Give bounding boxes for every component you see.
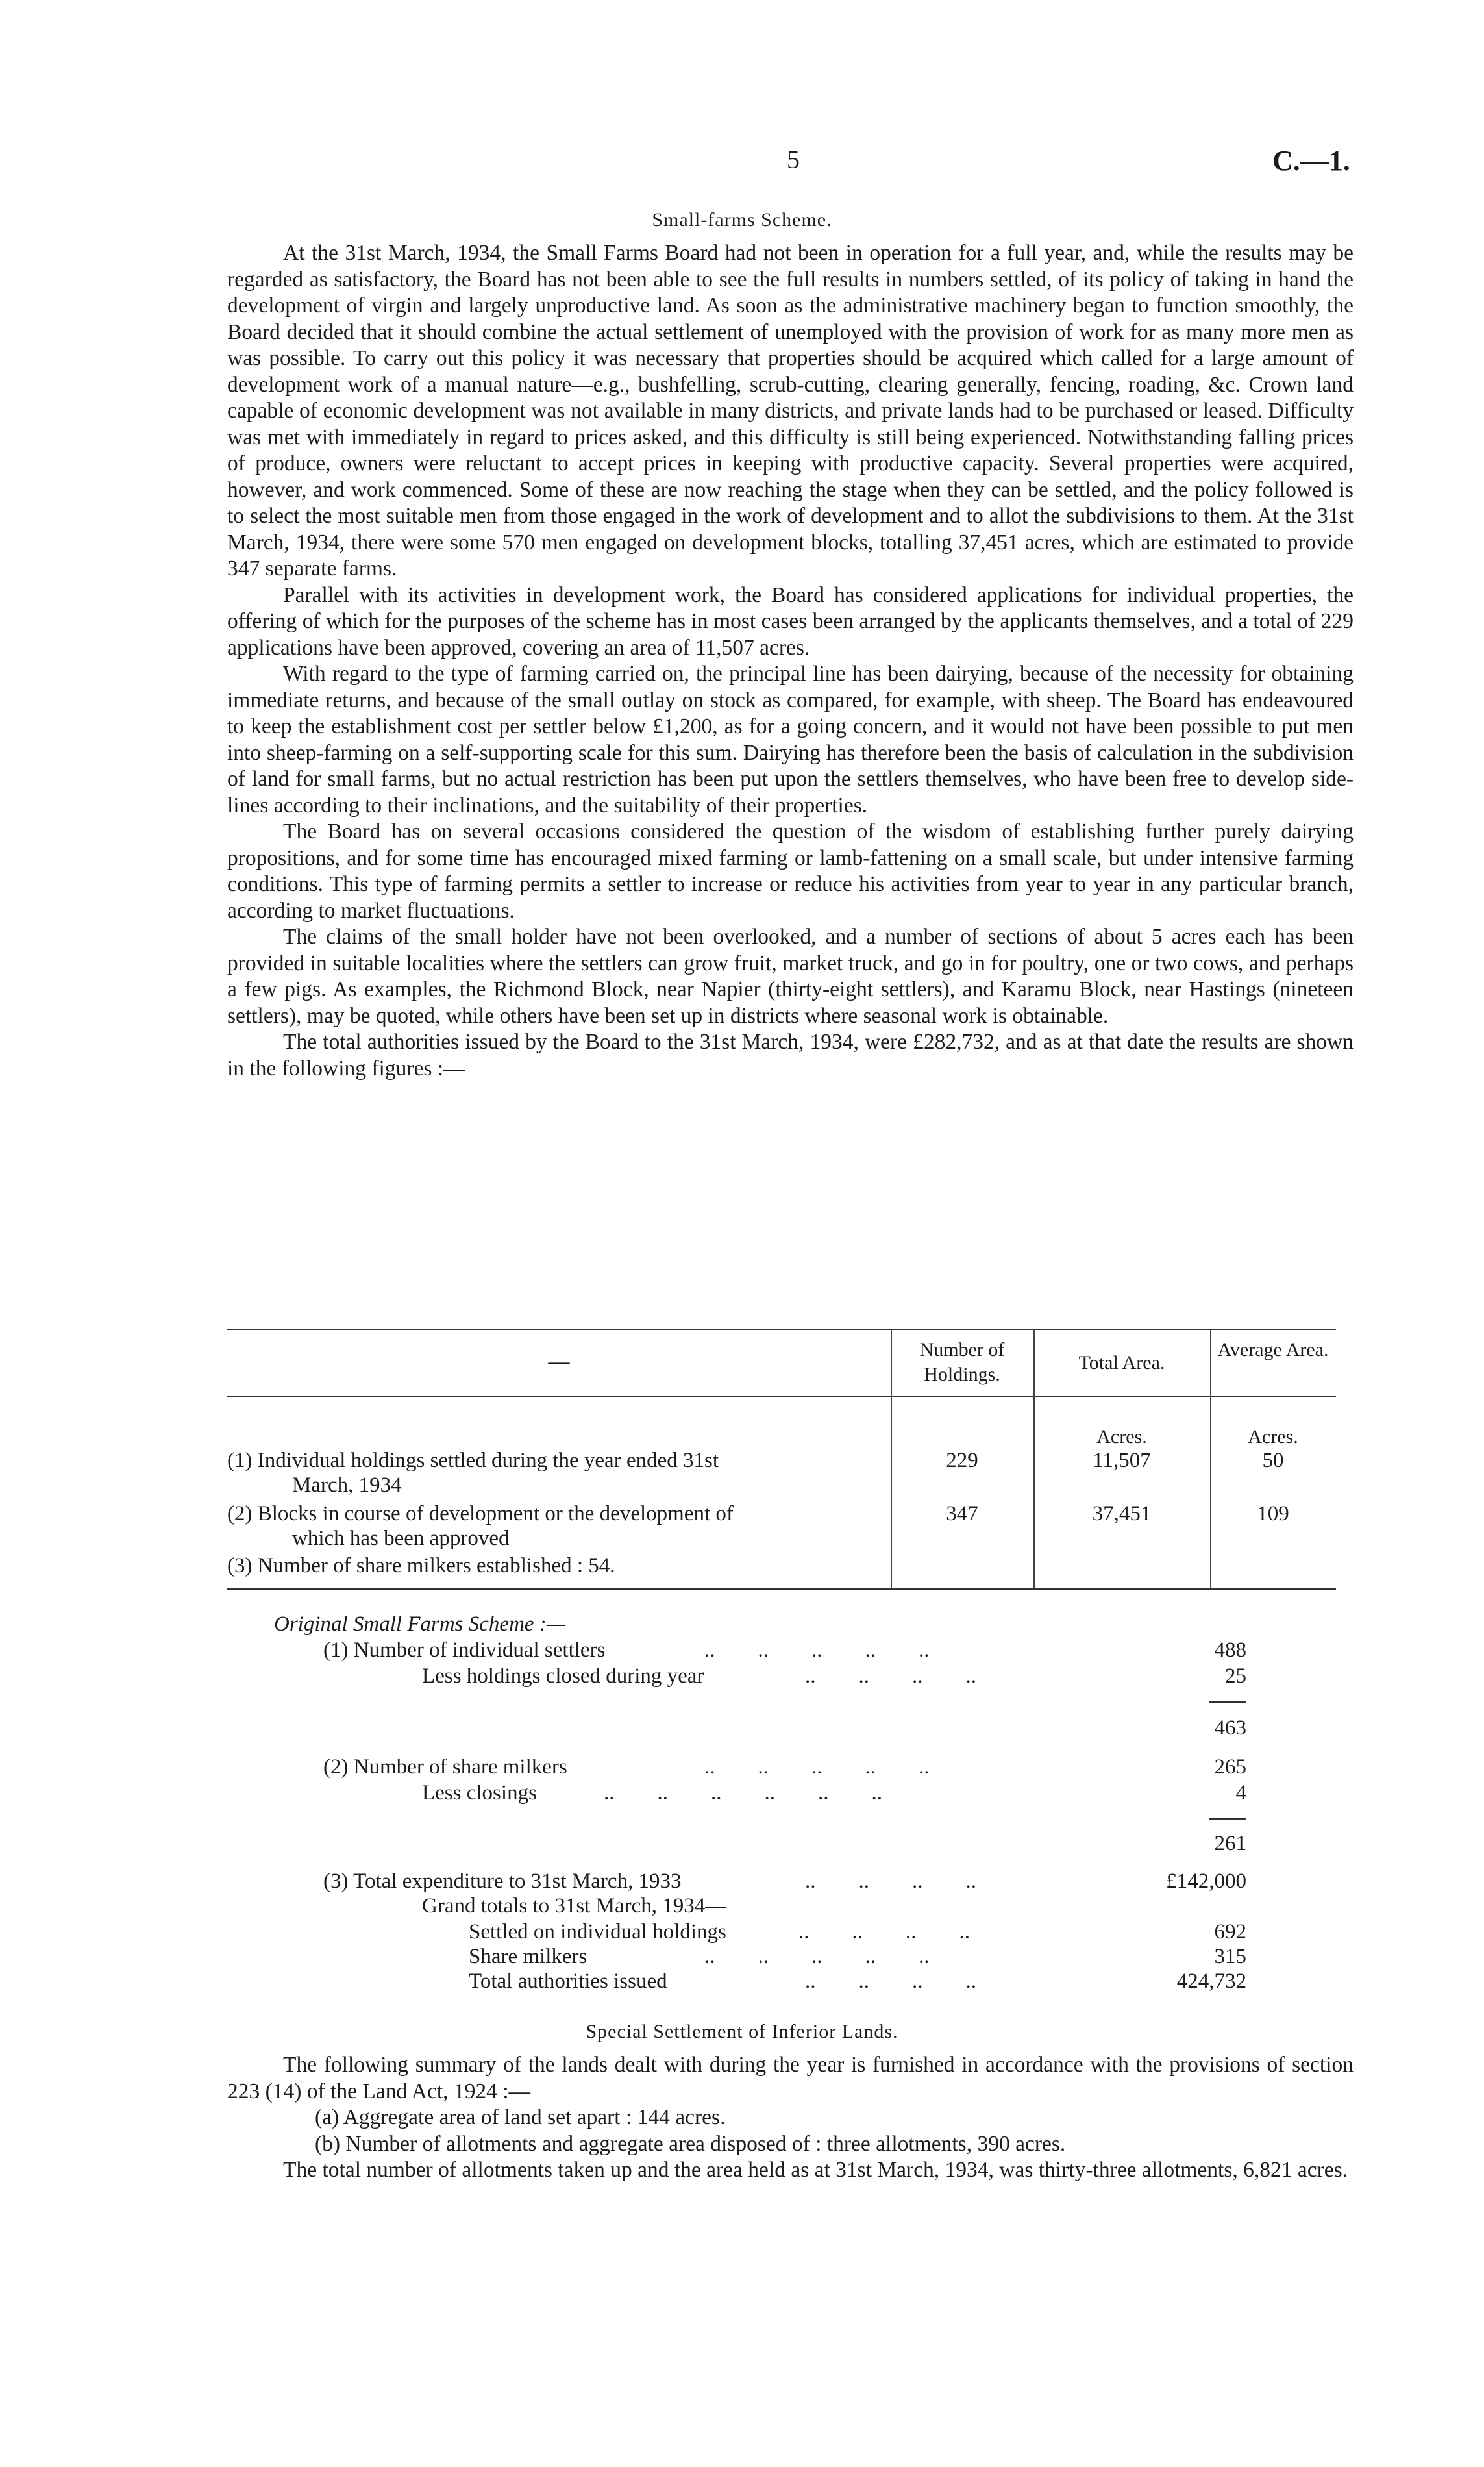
section-title-inferior-lands: Special Settlement of Inferior Lands. xyxy=(586,2021,898,2042)
section-body-small-farms xyxy=(227,240,1354,1082)
leader-dots: .. .. .. .. .. .. xyxy=(604,1781,882,1805)
authorities-label: Total authorities issued xyxy=(469,1970,667,1993)
table-top-rule xyxy=(227,1329,1336,1330)
table-row-2-area: 37,451 xyxy=(1092,1502,1152,1525)
leader-dots: .. .. .. .. xyxy=(798,1920,970,1944)
table-header-average: Average Area. xyxy=(1217,1339,1329,1360)
settlers-value: 488 xyxy=(1214,1638,1246,1662)
table-row-2-label: (2) Blocks in course of development or the development of xyxy=(227,1502,734,1525)
table-header-blank: — xyxy=(548,1350,570,1373)
paragraph-2: Parallel with its activities in development work, the Board has considered applications for individual properties, the offering of which for the purposes of the scheme has in most cases been arranged by the applicants themselves, and a total of 229 applications have been approved, covering an area of 11,507 acres. xyxy=(227,582,1354,660)
table-row-2-holdings: 347 xyxy=(946,1502,978,1525)
leader-dots: .. .. .. .. .. xyxy=(704,1638,930,1662)
share-milkers-value: 265 xyxy=(1214,1755,1246,1779)
table-row-1-label: (1) Individual holdings settled during the year ended 31st xyxy=(227,1449,719,1472)
table-row-2-average: 109 xyxy=(1257,1502,1289,1525)
leader-dots: .. .. .. .. xyxy=(805,1870,976,1893)
table-unit-average: Acres. xyxy=(1248,1426,1298,1447)
share-milkers-less-value: 4 xyxy=(1235,1781,1246,1805)
leader-dots: .. .. .. .. .. xyxy=(704,1755,930,1779)
inferior-item-b: (b) Number of allotments and aggregate area disposed of : three allotments, 390 acres. xyxy=(315,2131,1066,2156)
share-milkers-total-label: Share milkers xyxy=(469,1945,587,1968)
settlers-total: 463 xyxy=(1214,1716,1246,1740)
table-unit-area: Acres. xyxy=(1096,1426,1147,1447)
table-row-2-label-cont: which has been approved xyxy=(292,1527,510,1550)
share-milkers-grand-value: 315 xyxy=(1214,1945,1246,1968)
settlers-less-label: Less holdings closed during year xyxy=(422,1664,704,1688)
inferior-closing: The total number of allotments taken up and the area held as at 31st March, 1934, was thirty-three allotments, 6,821 acres. xyxy=(283,2158,1348,2182)
settled-holdings-label: Settled on individual holdings xyxy=(469,1920,726,1944)
share-milkers-label: (2) Number of share milkers xyxy=(323,1755,567,1779)
table-row-3-label: (3) Number of share milkers established : 54. xyxy=(227,1554,615,1577)
table-header-rule xyxy=(227,1396,1336,1397)
leader-dots: .. .. .. .. xyxy=(805,1970,976,1993)
settlers-less-value: 25 xyxy=(1225,1664,1246,1688)
leader-dots: .. .. .. .. .. xyxy=(704,1945,930,1968)
original-heading: Original Small Farms Scheme :— xyxy=(274,1612,566,1636)
document-reference: C.—1. xyxy=(1272,145,1350,177)
inferior-intro: The following summary of the lands dealt with during the year is furnished in accordance with the provisions of section 223 (14) of the Land Act, 1924 :— xyxy=(227,2053,1354,2103)
section-title-small-farms: Small-farms Scheme. xyxy=(652,209,832,231)
sum-rule xyxy=(1209,1818,1246,1820)
leader-dots: .. .. .. .. xyxy=(805,1664,976,1688)
expenditure-value: £142,000 xyxy=(1166,1870,1246,1893)
expenditure-label: (3) Total expenditure to 31st March, 1933 xyxy=(323,1870,682,1893)
paragraph-1: At the 31st March, 1934, the Small Farms Board had not been in operation for a full year, and, while the results may be regarded as satisfactory, the Board has not been able to see the full results in numbers settled, of its policy of taking in hand the development of virgin and largely unproductive land. As soon as the administrative machinery began to function smoothly, the Board decided that it should combine the actual settlement of unemployed with the provision of work for as many more men as was possible. To carry out this policy it was necessary that properties should be acquired which called for a large amount of development work of a manual nature—e.g., bushfelling, scrub-cutting, clearing generally, fencing, roading, &c. Crown land capable of economic development was not available in many districts, and private lands had to be purchased or leased. Difficulty was met with immediately in regard to prices asked, and this difficulty is still being experienced. Notwithstanding falling prices of produce, owners were reluctant to accept prices in keeping with productive capacity. Several properties were acquired, however, and work commenced. Some of these are now reaching the stage when they can be settled, and the policy followed is to select the most suitable men from those engaged in the work of development and to allot the subdivisions to them. At the 31st March, 1934, there were some 570 men engaged on development blocks, totalling 37,451 acres, which are estimated to provide 347 separate farms. xyxy=(227,241,1354,581)
settlers-label: (1) Number of individual settlers xyxy=(323,1638,606,1662)
paragraph-3: With regard to the type of farming carried on, the principal line has been dairying, because of the necessity for obtaining immediate returns, and because of the small outlay on stock as compared, for example, with sheep. The Board has endeavoured to keep the establishment cost per settler below £1,200, as for a going concern, and it would not have been possible to put men into sheep-farming on a self-supporting scale for this sum. Dairying has therefore been the basis of calculation in the subdivision of land for small farms, but no actual restriction has been put upon the settlers themselves, who have been free to develop side-lines according to their inclinations, and the suitability of their properties. xyxy=(227,662,1354,818)
table-bottom-rule xyxy=(227,1588,1336,1590)
paragraph-4: The Board has on several occasions considered the question of the wisdom of establishing further purely dairying propositions, and for some time has encouraged mixed farming or lamb-fattening on a small scale, but under intensive farming conditions. This type of farming permits a settler to increase or reduce his activities from year to year in any particular branch, according to market fluctuations. xyxy=(227,820,1354,923)
paragraph-6: The total authorities issued by the Board to the 31st March, 1934, were £282,732, and as at that date the results are shown in the following figures :— xyxy=(227,1030,1354,1081)
table-header-area: Total Area. xyxy=(1078,1352,1165,1373)
grand-totals-heading: Grand totals to 31st March, 1934— xyxy=(422,1894,727,1918)
share-milkers-less-label: Less closings xyxy=(422,1781,537,1805)
table-row-1-average: 50 xyxy=(1262,1449,1284,1472)
table-row-1-area: 11,507 xyxy=(1093,1449,1151,1472)
sum-rule xyxy=(1209,1701,1246,1703)
section-body-inferior-lands xyxy=(227,2052,1354,2184)
table-header-holdings: Number of Holdings. xyxy=(919,1339,1005,1385)
authorities-value: 424,732 xyxy=(1176,1970,1246,1993)
inferior-item-a: (a) Aggregate area of land set apart : 144 acres. xyxy=(315,2105,726,2129)
table-row-1-holdings: 229 xyxy=(946,1449,978,1472)
paragraph-5: The claims of the small holder have not been overlooked, and a number of sections of about 5 acres each has been provided in suitable localities where the settlers can grow fruit, market truck, and go in for poultry, one or two cows, and perhaps a few pigs. As examples, the Richmond Block, near Napier (thirty-eight settlers), and Karamu Block, near Hastings (nineteen settlers), may be quoted, while others have been set up in districts where seasonal work is obtainable. xyxy=(227,925,1354,1028)
settled-holdings-value: 692 xyxy=(1214,1920,1246,1944)
page-number: 5 xyxy=(787,145,800,174)
table-row-1-label-cont: March, 1934 xyxy=(292,1473,402,1497)
share-milkers-total: 261 xyxy=(1214,1832,1246,1855)
